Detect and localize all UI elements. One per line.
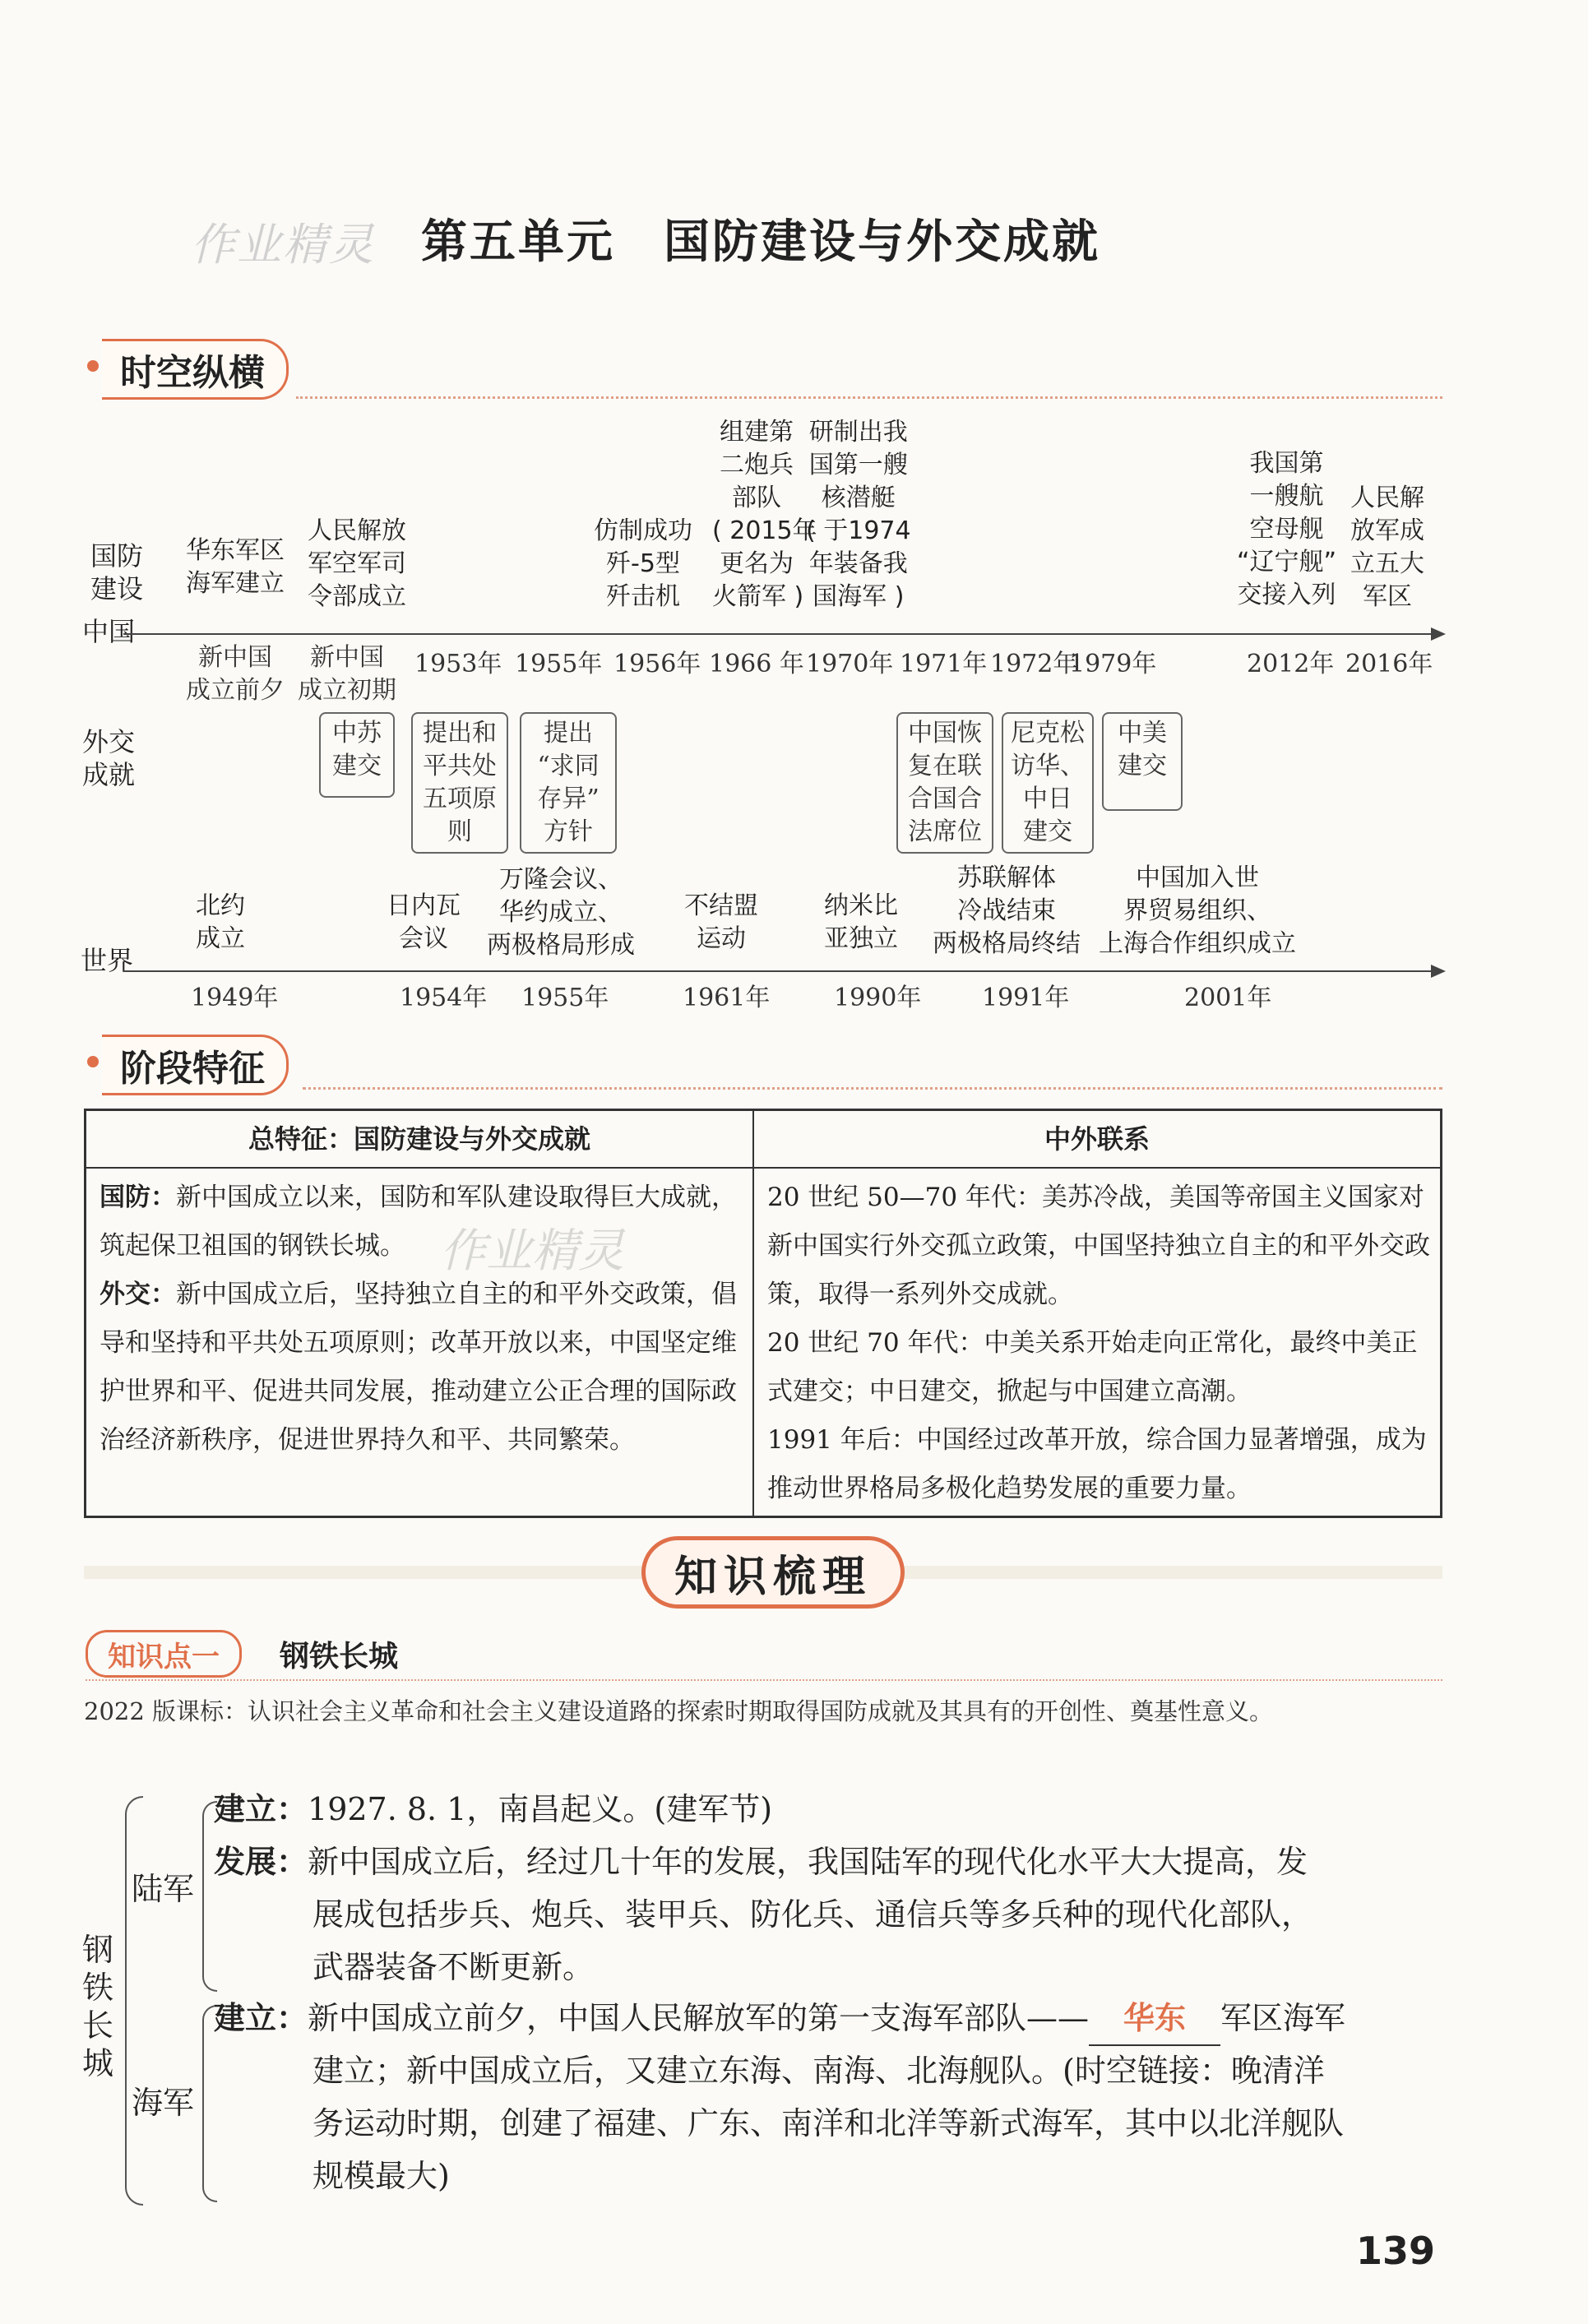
diplomacy-box: 中苏 建交 xyxy=(319,712,395,798)
navy-founding xyxy=(214,1992,1345,2046)
page-title: 第五单元 国防建设与外交成就 xyxy=(421,215,1100,269)
world-year: 1955年 xyxy=(521,984,609,1012)
world-year: 1954年 xyxy=(400,984,488,1012)
founding-text: 军区海军 xyxy=(1220,2000,1346,2036)
page-number: 139 xyxy=(1355,2229,1435,2273)
china-timeline-axis xyxy=(123,633,1431,635)
development-text: 新中国成立后，经过几十年的发展，我国陆军的现代化水平大大提高，发 xyxy=(308,1844,1308,1880)
section-header-timeline xyxy=(102,339,289,400)
china-event: 人民解 放军成 立五大 军区 xyxy=(1350,484,1424,611)
world-timeline-axis xyxy=(123,970,1431,972)
text-diplomacy: 新中国成立后，坚持独立自主的和平外交政策，倡导和坚持和平共处五项原则；改革开放以来，中国坚定维护世界和平、促进共同发展，推动建立公正合理的国际政治经济新秩序，促进世界持久和平、共同繁荣。 xyxy=(100,1280,737,1455)
section-divider xyxy=(303,1087,1442,1090)
label-diplomacy: 外交： xyxy=(100,1280,176,1309)
china-year: 1953年 xyxy=(414,650,502,678)
watermark-logo: 作业精灵 xyxy=(440,1224,624,1278)
section-title: 阶段特征 xyxy=(120,1048,265,1090)
world-event: 不结盟 运动 xyxy=(684,891,758,953)
diplomacy-box: 中美 建交 xyxy=(1102,712,1183,811)
founding-text: 1927. 8. 1，南昌起义。(建军节) xyxy=(308,1791,773,1827)
world-year: 1949年 xyxy=(191,984,279,1012)
relation-paragraph: 20 世纪 50—70 年代：美苏冷战，美国等帝国主义国家对新中国实行外交孤立政策，中国坚持独立自主的和平外交政策，取得一系列外交成就。 xyxy=(767,1183,1430,1309)
diplomacy-box: 尼克松 访华、 中日 建交 xyxy=(1002,712,1094,854)
section-dot-icon xyxy=(87,360,99,372)
section-header-features xyxy=(102,1035,289,1095)
world-year: 1991年 xyxy=(982,984,1070,1012)
founding-text: 新中国成立前夕，中国人民解放军的第一支海军部队—— xyxy=(308,2000,1090,2036)
founding-label: 建立： xyxy=(214,1791,308,1827)
relation-paragraph: 1991 年后：中国经过改革开放，综合国力显著增强，成为推动世界格局多极化趋势发展的重要力量。 xyxy=(767,1425,1427,1503)
row-label-diplomacy: 外交 成就 xyxy=(82,726,136,790)
world-event: 中国加入世 界贸易组织、 上海合作组织成立 xyxy=(1099,863,1296,958)
banner-title: 知识梳理 xyxy=(674,1552,872,1602)
section-divider xyxy=(86,1679,1442,1681)
row-label-world: 世界 xyxy=(81,945,134,976)
curriculum-standard: 2022 版课标：认识社会主义革命和社会主义建设道路的探索时期取得国防成就及其具有的开创性、奠基性意义。 xyxy=(84,1697,1274,1725)
knowledge-point-tag xyxy=(86,1630,242,1678)
china-event: 研制出我 国第一艘 核潜艇 ( 于1974 年装备我 国海军 ) xyxy=(806,418,911,611)
china-year: 新中国 成立前夕 xyxy=(186,643,285,705)
development-label: 发展： xyxy=(214,1844,308,1880)
china-event: 我国第 一艘航 空母舰 “辽宁舰” 交接入列 xyxy=(1237,449,1337,609)
diplomacy-box: 提出 “求同 存异” 方针 xyxy=(520,712,617,854)
china-year: 1955年 xyxy=(515,650,603,678)
china-event: 华东军区 海军建立 xyxy=(186,536,285,598)
arrow-right-icon xyxy=(1431,965,1446,978)
section-dot-icon xyxy=(87,1056,99,1067)
china-year: 1972年 xyxy=(990,650,1078,678)
row-label-china: 中国 xyxy=(82,616,136,647)
features-table xyxy=(84,1109,1442,1518)
diplomacy-box: 中国恢 复在联 合国合 法席位 xyxy=(896,712,993,854)
row-label-defense: 国防 建设 xyxy=(90,540,144,604)
founding-label: 建立： xyxy=(214,2000,308,2036)
navy-text: 务运动时期，创建了福建、广东、南洋和北洋等新式海军，其中以北洋舰队 xyxy=(313,2105,1345,2141)
china-year: 2012年 xyxy=(1247,650,1335,678)
knowledge-banner xyxy=(641,1536,905,1609)
development-text: 展成包括步兵、炮兵、装甲兵、防化兵、通信兵等多兵种的现代化部队， xyxy=(313,1896,1313,1933)
world-event: 北约 成立 xyxy=(196,891,245,953)
world-year: 1961年 xyxy=(683,984,771,1012)
answer-blank xyxy=(1089,1992,1220,2046)
knowledge-point-label: 知识点一 xyxy=(108,1640,220,1674)
world-year: 2001年 xyxy=(1184,984,1272,1012)
china-year: 新中国 成立初期 xyxy=(298,643,396,705)
answer-text: 华东 xyxy=(1123,2000,1187,2036)
arrow-right-icon xyxy=(1431,627,1446,641)
diplomacy-box: 提出和 平共处 五项原 则 xyxy=(411,712,508,854)
china-event: 组建第 二炮兵 部队 ( 2015年 更名为 火箭军 ) xyxy=(712,418,817,611)
table-cell-right xyxy=(767,1174,1433,1513)
world-year: 1990年 xyxy=(834,984,922,1012)
china-year: 1979年 xyxy=(1069,650,1157,678)
table-header: 总特征：国防建设与外交成就 xyxy=(248,1123,590,1155)
outline-brace xyxy=(125,1796,143,2206)
knowledge-point-title: 钢铁长城 xyxy=(280,1640,399,1674)
section-title: 时空纵横 xyxy=(120,352,265,394)
table-cell-left xyxy=(100,1174,744,1465)
navy-label: 海军 xyxy=(132,2085,195,2121)
china-event: 人民解放 军空军司 令部成立 xyxy=(308,516,406,611)
china-event: 仿制成功 歼-5型 歼击机 xyxy=(594,516,692,611)
watermark-logo: 作业精灵 xyxy=(191,219,375,271)
china-year: 1956年 xyxy=(613,650,701,678)
development-text: 武器装备不断更新。 xyxy=(313,1949,595,1985)
china-year: 2016年 xyxy=(1345,650,1433,678)
group-label: 钢 铁 长 城 xyxy=(82,1932,114,2081)
navy-text: 建立；新中国成立后，又建立东海、南海、北海舰队。(时空链接：晚清洋 xyxy=(313,2053,1325,2089)
world-event: 万隆会议、 华约成立、 两极格局形成 xyxy=(487,865,635,960)
label-defense: 国防： xyxy=(100,1183,176,1212)
world-event: 纳米比 亚独立 xyxy=(824,891,898,953)
army-founding xyxy=(214,1783,772,1836)
table-header: 中外联系 xyxy=(1044,1123,1150,1155)
china-year: 1971年 xyxy=(900,650,988,678)
navy-text: 规模最大) xyxy=(313,2158,450,2194)
army-label: 陆军 xyxy=(132,1871,195,1907)
relation-paragraph: 20 世纪 70 年代：中美关系开始走向正常化，最终中美正式建交；中日建交，掀起与中国建立高潮。 xyxy=(767,1328,1418,1406)
china-year: 1966 年 xyxy=(709,650,804,678)
world-event: 苏联解体 冷战结束 两极格局终结 xyxy=(933,863,1081,958)
army-development xyxy=(214,1836,1308,1888)
table-divider xyxy=(86,1167,1440,1169)
table-divider xyxy=(752,1111,754,1516)
world-event: 日内瓦 会议 xyxy=(387,891,461,953)
section-divider xyxy=(296,396,1442,399)
text-defense: 新中国成立以来，国防和军队建设取得巨大成就，筑起保卫祖国的钢铁长城。 xyxy=(100,1183,737,1261)
china-year: 1970年 xyxy=(806,650,894,678)
